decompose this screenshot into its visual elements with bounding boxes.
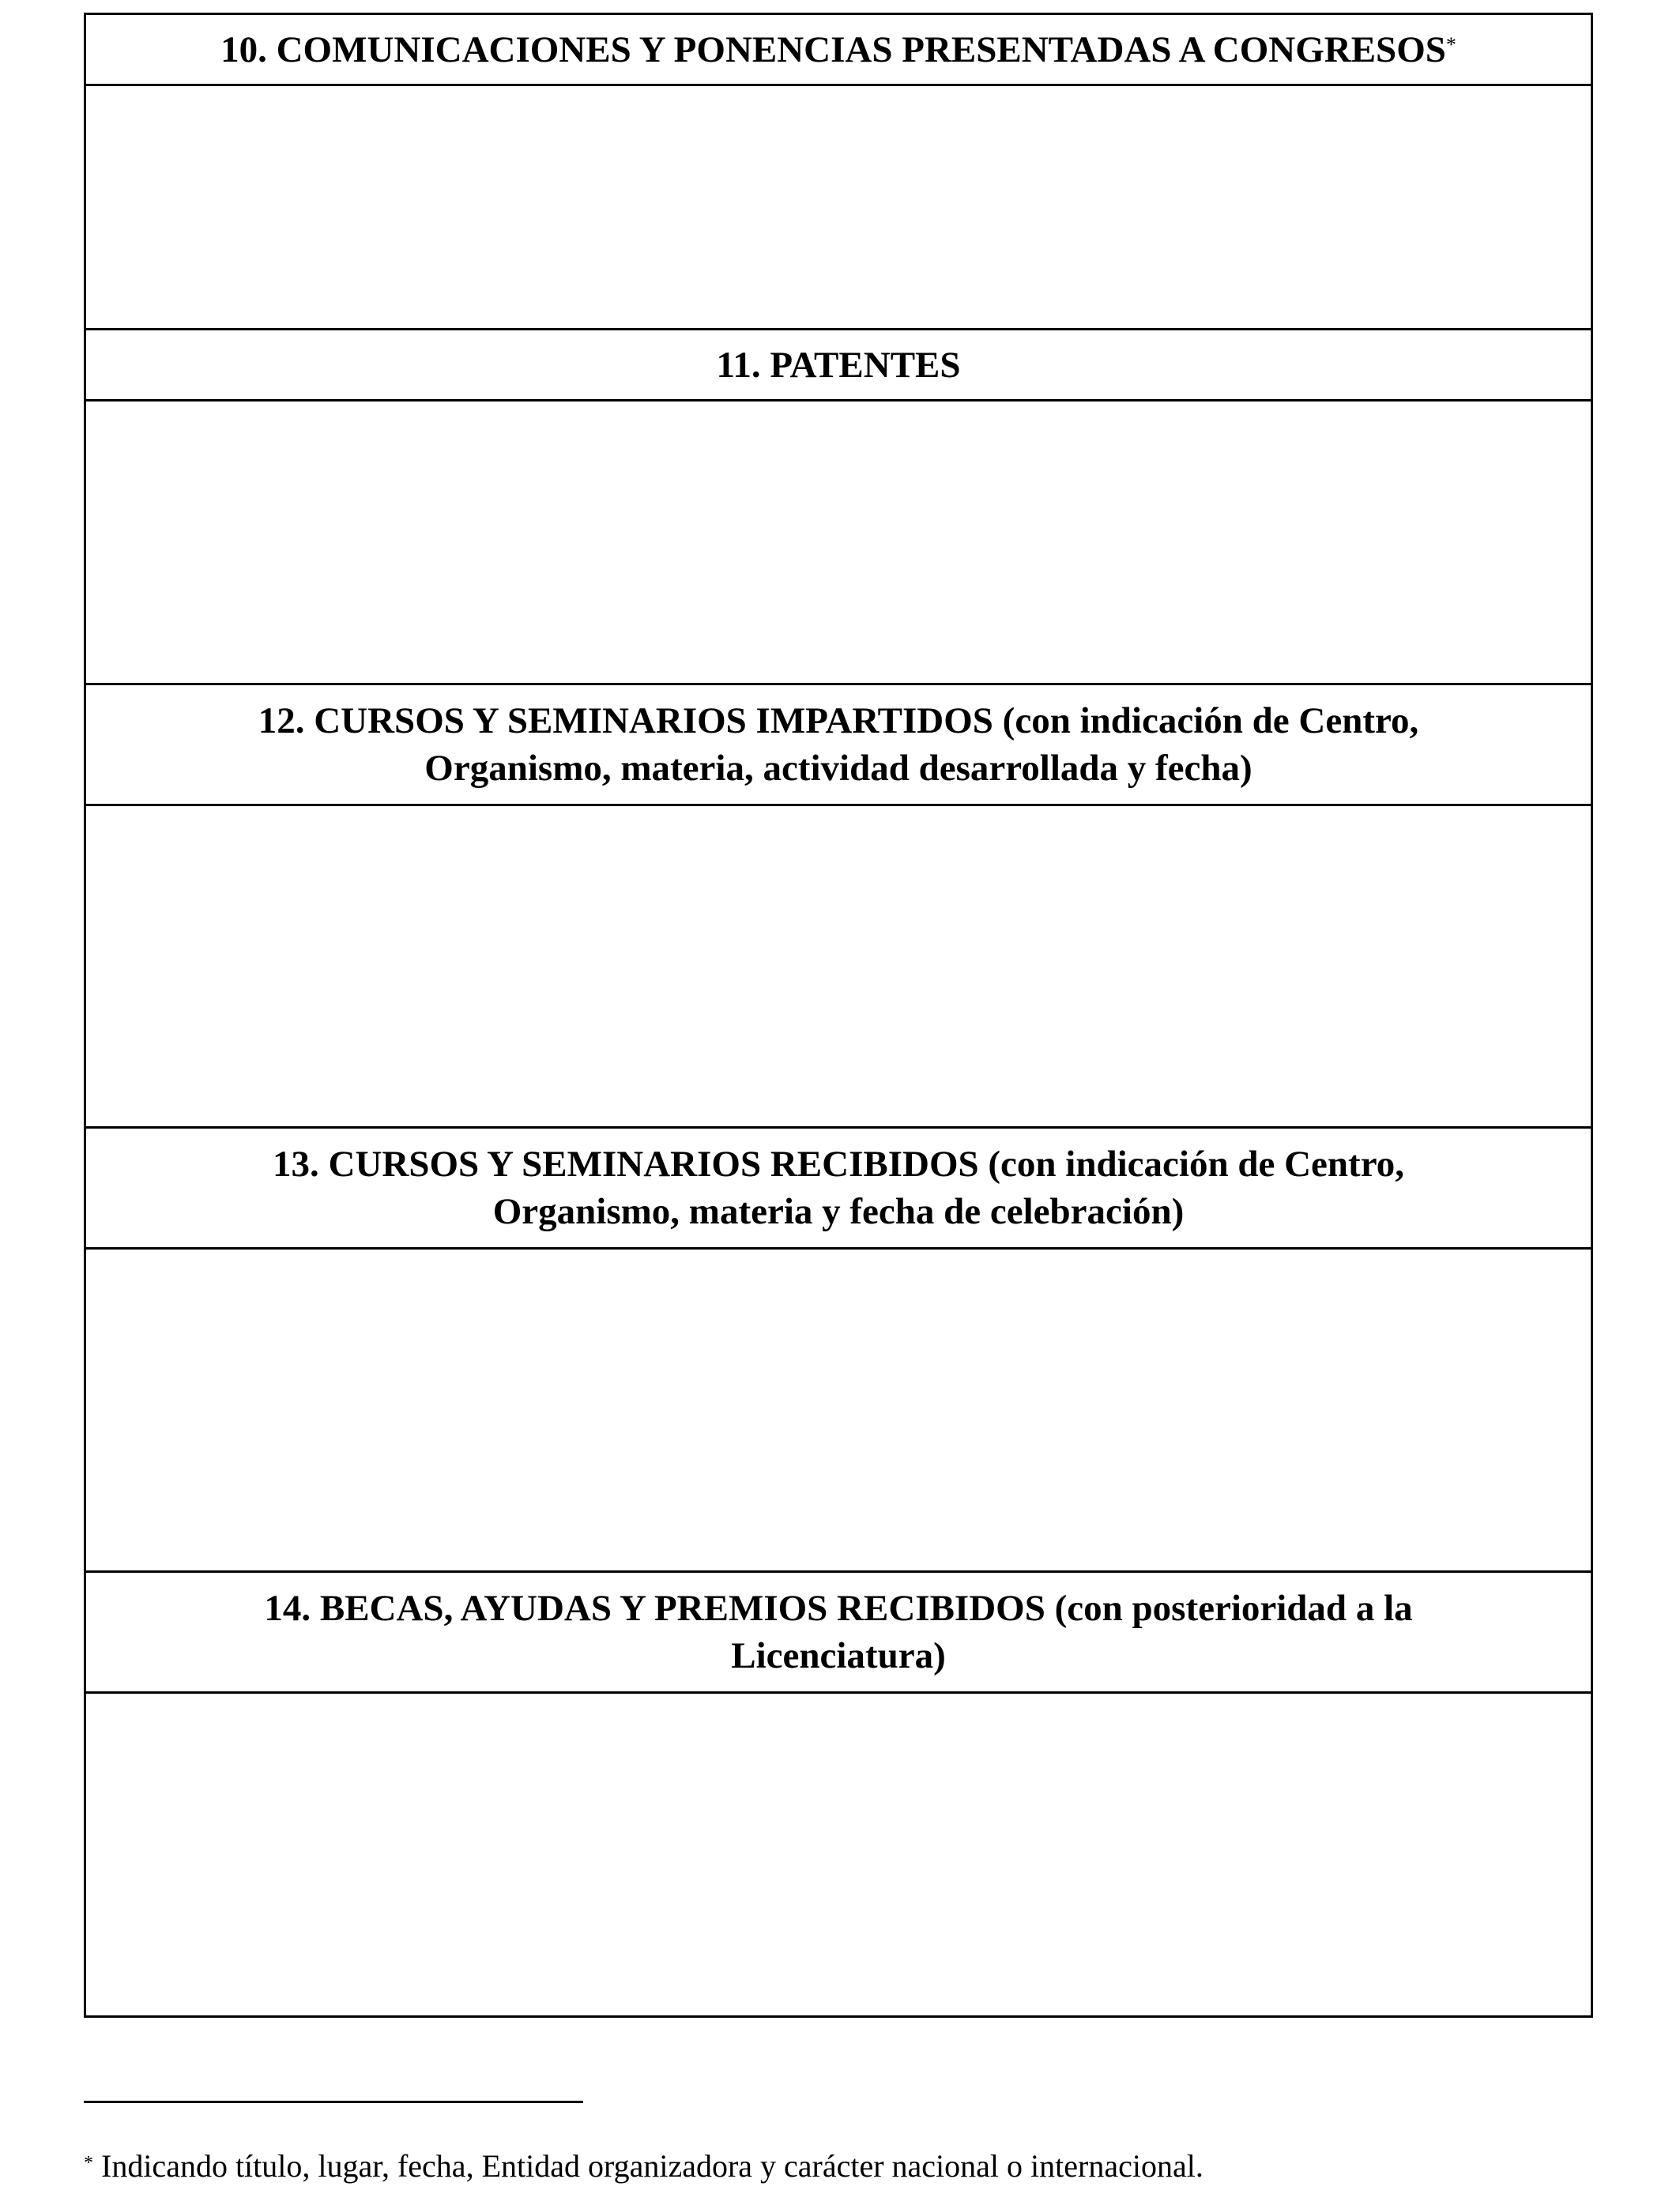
section-13-title-line-1: 13. CURSOS Y SEMINARIOS RECIBIDOS (con indicación de Centro, bbox=[273, 1144, 1404, 1185]
footnote-divider bbox=[84, 2101, 583, 2103]
section-10-content-field[interactable] bbox=[86, 86, 1591, 330]
section-14-title bbox=[264, 1585, 1412, 1679]
section-13-title bbox=[273, 1140, 1404, 1235]
section-14-header bbox=[86, 1573, 1591, 1694]
section-14-title-line-2: Licenciatura) bbox=[731, 1635, 946, 1676]
section-12-title-line-2: Organismo, materia, actividad desarrollada y fecha) bbox=[424, 748, 1252, 789]
footnote-marker: * bbox=[1445, 32, 1456, 56]
cv-form-table bbox=[84, 13, 1593, 2018]
footnote-text: Indicando título, lugar, fecha, Entidad organizadora y carácter nacional o internacional. bbox=[93, 2148, 1203, 2184]
section-11-header bbox=[86, 330, 1591, 401]
section-14-title-line-1: 14. BECAS, AYUDAS Y PREMIOS RECIBIDOS (con posterioridad a la bbox=[264, 1588, 1413, 1629]
footnote bbox=[84, 2147, 1203, 2186]
section-10-title: 10. COMUNICACIONES Y PONENCIAS PRESENTADAS A CONGRESOS* bbox=[220, 28, 1456, 70]
section-12-title-line-1: 12. CURSOS Y SEMINARIOS IMPARTIDOS (con indicación de Centro, bbox=[258, 700, 1419, 741]
section-10-header bbox=[86, 15, 1591, 86]
section-13-content-field[interactable] bbox=[86, 1250, 1591, 1573]
section-11-title: 11. PATENTES bbox=[716, 344, 961, 386]
section-13-header bbox=[86, 1129, 1591, 1250]
footnote-marker-ref: * bbox=[84, 2153, 93, 2173]
section-12-content-field[interactable] bbox=[86, 806, 1591, 1129]
section-12-header bbox=[86, 685, 1591, 806]
section-12-title bbox=[258, 697, 1419, 792]
section-14-content-field[interactable] bbox=[86, 1694, 1591, 2015]
section-13-title-line-2: Organismo, materia y fecha de celebración) bbox=[492, 1191, 1185, 1232]
section-11-content-field[interactable] bbox=[86, 401, 1591, 685]
